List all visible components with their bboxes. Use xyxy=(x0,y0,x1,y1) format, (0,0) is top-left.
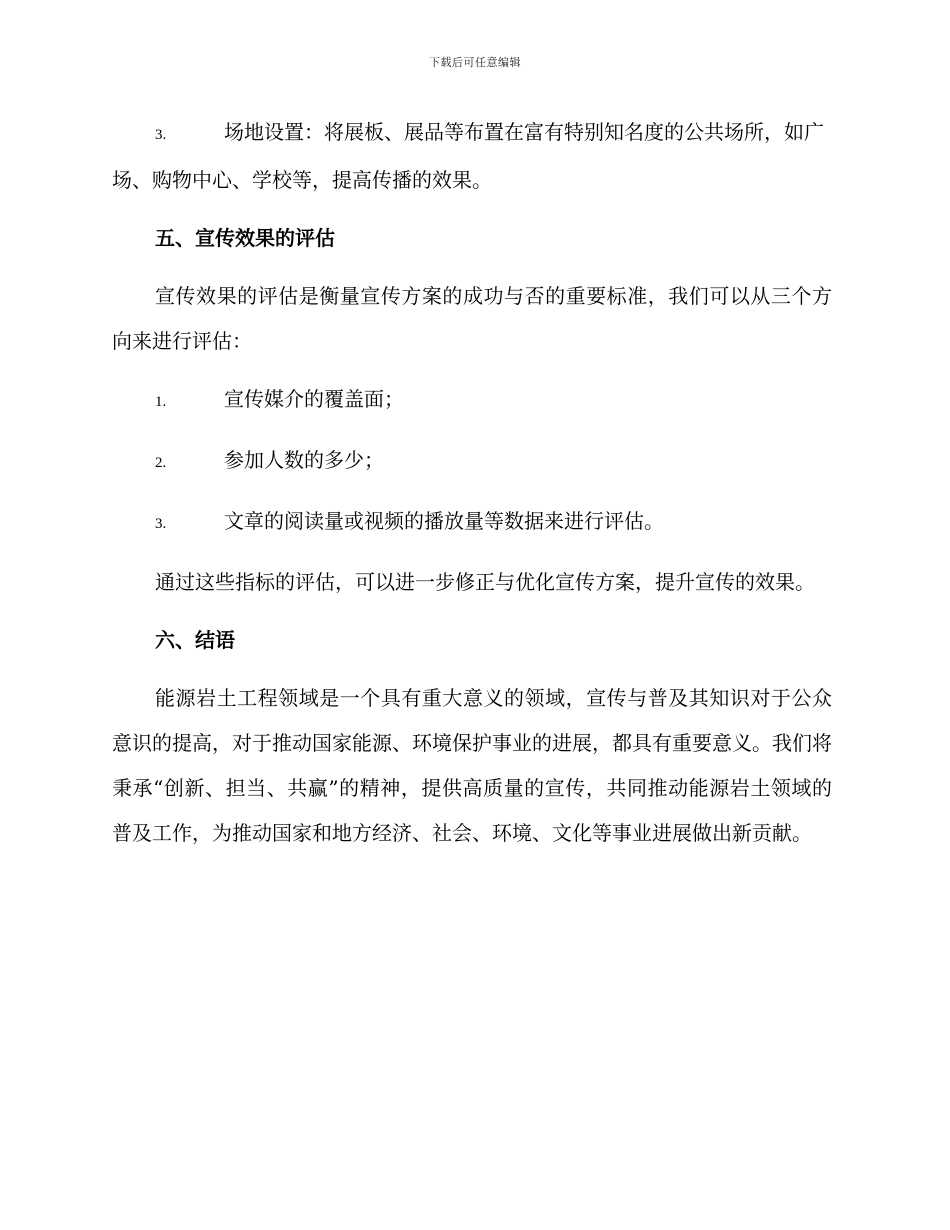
list-text: 场地设置：将展板、展品等布置在富有特别知名度的公共场所，如广场、购物中心、学校等，提高传播的效果。 xyxy=(112,120,824,192)
list-number: 1. xyxy=(155,394,167,410)
list-item xyxy=(112,377,832,425)
list-item xyxy=(112,438,832,486)
page-header: 下载后可任意编辑 xyxy=(429,56,521,69)
section-5-intro: 宣传效果的评估是衡量宣传方案的成功与否的重要标准，我们可以从三个方向来进行评估： xyxy=(112,284,832,353)
section-heading-5: 五、宣传效果的评估 xyxy=(155,226,335,250)
list-item xyxy=(112,110,832,203)
section-6-body: 能源岩土工程领域是一个具有重大意义的领域，宣传与普及其知识对于公众意识的提高，对于推动国家能源、环境保护事业的进展，都具有重要意义。我们将秉承“创新、担当、共赢”的精神，提供高质量的宣传，共同推动能源岩土领域的普及工作，为推动国家和地方经济、社会、环境、文化等事业进展做出新贡献。 xyxy=(112,686,832,845)
list-text: 参加人数的多少； xyxy=(224,448,384,472)
list-number: 3. xyxy=(155,516,167,532)
list-text: 宣传媒介的覆盖面； xyxy=(224,387,404,411)
list-item xyxy=(112,499,832,547)
section-heading-6: 六、结语 xyxy=(155,628,235,652)
list-number: 3. xyxy=(155,127,167,143)
list-text: 文章的阅读量或视频的播放量等数据来进行评估。 xyxy=(224,509,664,533)
list-number: 2. xyxy=(155,455,167,471)
section-5-summary: 通过这些指标的评估，可以进一步修正与优化宣传方案，提升宣传的效果。 xyxy=(155,570,815,594)
document-body xyxy=(112,110,832,869)
